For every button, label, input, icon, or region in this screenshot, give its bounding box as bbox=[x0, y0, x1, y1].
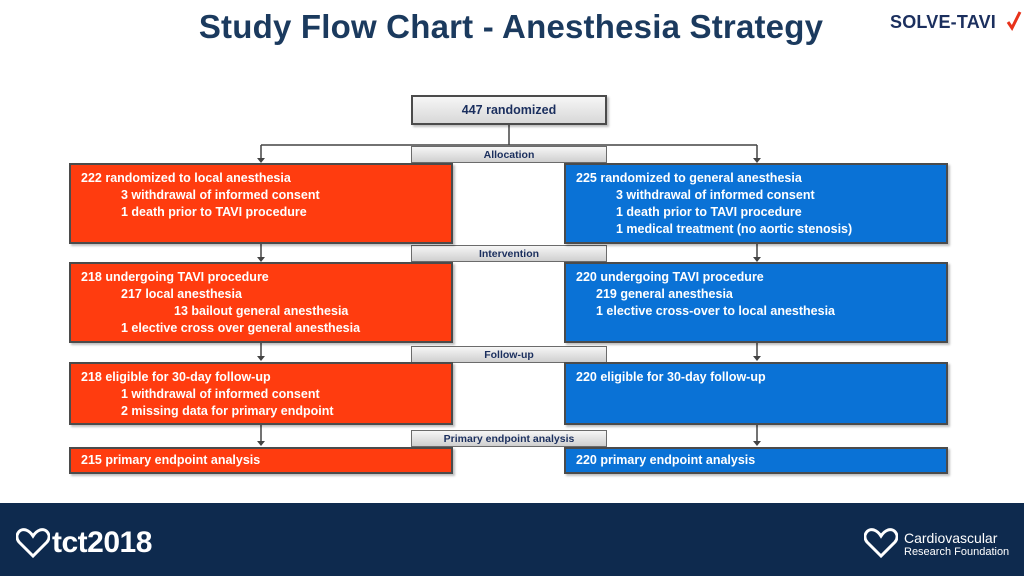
heart-logo-icon bbox=[16, 526, 50, 558]
tct-logo: tct2018 bbox=[52, 526, 152, 559]
box-line: 225 randomized to general anesthesia bbox=[576, 171, 802, 185]
box-line: 1 death prior to TAVI procedure bbox=[121, 205, 307, 219]
box-line: 215 primary endpoint analysis bbox=[81, 453, 261, 467]
box-line: 3 withdrawal of informed consent bbox=[121, 188, 320, 202]
box-line: 218 undergoing TAVI procedure bbox=[81, 270, 269, 284]
left-primary-box bbox=[69, 447, 453, 474]
left-allocation-box bbox=[69, 163, 453, 244]
crf-logo bbox=[904, 531, 1009, 559]
box-line: 1 withdrawal of informed consent bbox=[121, 387, 320, 401]
box-line: 217 local anesthesia bbox=[121, 287, 242, 301]
stage-label-intervention: Intervention bbox=[411, 245, 607, 262]
box-line: 1 medical treatment (no aortic stenosis) bbox=[616, 222, 853, 236]
left-follow-up-box bbox=[69, 362, 453, 425]
box-line: 1 elective cross over general anesthesia bbox=[121, 321, 361, 335]
box-line: 220 primary endpoint analysis bbox=[576, 453, 756, 467]
randomized-box: 447 randomized bbox=[411, 95, 607, 125]
box-line: 218 eligible for 30-day follow-up bbox=[81, 370, 271, 384]
right-primary-box bbox=[564, 447, 948, 474]
stage-label-follow-up: Follow-up bbox=[411, 346, 607, 363]
box-line: 1 elective cross-over to local anesthesia bbox=[596, 304, 836, 318]
box-line: 1 death prior to TAVI procedure bbox=[616, 205, 802, 219]
solve-tavi-logo: SOLVE-TAVI bbox=[890, 12, 997, 32]
page-title: Study Flow Chart - Anesthesia Strategy bbox=[198, 8, 824, 45]
left-intervention-box bbox=[69, 262, 453, 343]
stage-label-allocation: Allocation bbox=[411, 146, 607, 163]
box-line: 13 bailout general anesthesia bbox=[174, 304, 349, 318]
stage-label-primary: Primary endpoint analysis bbox=[411, 430, 607, 447]
box-line: 220 undergoing TAVI procedure bbox=[576, 270, 764, 284]
crf-line: Cardiovascular bbox=[904, 530, 998, 546]
box-line: 222 randomized to local anesthesia bbox=[81, 171, 291, 185]
right-follow-up-box bbox=[564, 362, 948, 425]
crf-line: Research Foundation bbox=[904, 546, 1010, 558]
box-line: 3 withdrawal of informed consent bbox=[616, 188, 815, 202]
crf-heart-icon bbox=[864, 526, 898, 558]
right-intervention-box bbox=[564, 262, 948, 343]
checkmark-icon bbox=[1006, 10, 1022, 32]
right-allocation-box bbox=[564, 163, 948, 244]
box-line: 2 missing data for primary endpoint bbox=[121, 404, 334, 418]
box-line: 219 general anesthesia bbox=[596, 287, 733, 301]
box-line: 220 eligible for 30-day follow-up bbox=[576, 370, 766, 384]
